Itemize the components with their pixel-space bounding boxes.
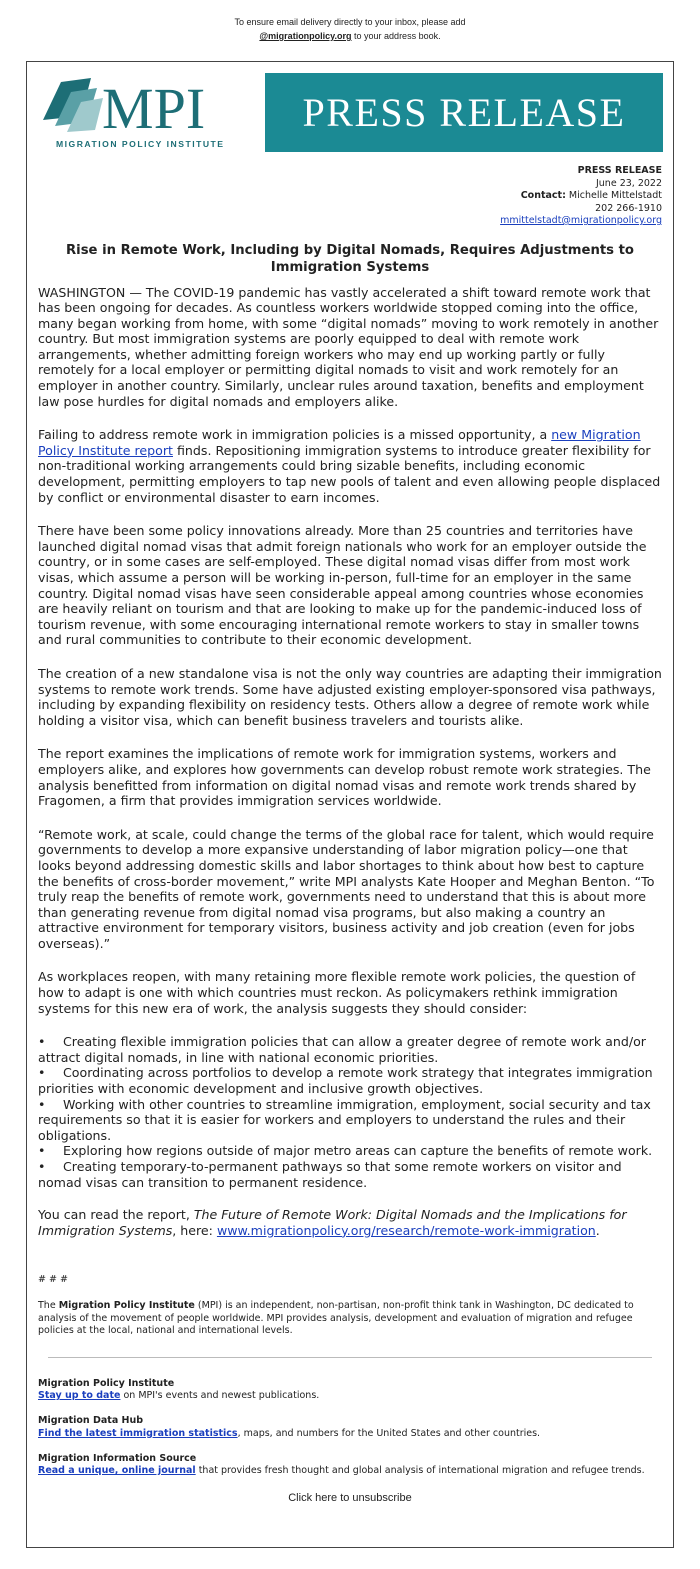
meta-date: June 23, 2022 <box>595 177 662 189</box>
footer-text: that provides fresh thought and global analysis of international migration and refugee trends. <box>195 1465 645 1476</box>
report-link[interactable]: new Migration Policy Institute report <box>38 427 641 458</box>
footer-heading: Migration Policy Institute <box>38 1377 175 1389</box>
list-item-text: Exploring how regions outside of major metro areas can capture the benefits of remote work. <box>63 1143 653 1159</box>
preheader-suffix: to your address book. <box>351 31 441 41</box>
footer-link-block <box>38 1378 662 1402</box>
p2-after: finds. Repositioning immigration systems to introduce greater flexibility for non-traditional working arrangements could bring sizable benefits, including economic development, permitting employers to tap new pools of talent and even allowing people displaced by conflict or environmental disaster to earn incomes. <box>38 442 661 505</box>
meta-phone: 202 266-1910 <box>595 202 662 214</box>
p8-mid: , here: <box>172 1222 217 1238</box>
logo-mark-icon <box>41 76 105 140</box>
footer-link-block <box>38 1415 662 1439</box>
headline: Rise in Remote Work, Including by Digital Nomads, Requires Adjustments to Immigration Systems <box>66 242 634 275</box>
list-item-text: Creating flexible immigration policies that can allow a greater degree of remote work and/or attract digital nomads, in line with national economic priorities. <box>38 1034 646 1065</box>
mpi-logo[interactable] <box>41 76 256 156</box>
paragraph-4: The creation of a new standalone visa is not the only way countries are adapting their immigration systems to remote work trends. Some have adjusted existing employer-sponsored visa pathways, including by expanding flexibility on residency tests. Others allow a degree of remote work while holding a visitor visa, which can benefit business travelers and tourists alike. <box>38 665 662 728</box>
header <box>27 62 673 157</box>
meta-label: PRESS RELEASE <box>577 165 662 176</box>
footer-text: on MPI's events and newest publications. <box>120 1390 320 1402</box>
email-frame <box>26 61 674 1548</box>
paragraph-3: There have been some policy innovations already. More than 25 countries and territories have launched digital nomad visas that admit foreign nationals who work for an employer outside the country, or in some cases are self-employed. These digital nomad visas differ from most work visas, which assume a person will be working in-person, full-time for an employer in the same country. Digital nomad visas have seen considerable appeal among countries whose economies are heavily reliant on tourism and that are looking to make up for the pandemic-induced loss of tourism revenue, with some encouraging international remote workers to stay in smaller towns and rural communities to contribute to their economic development. <box>38 523 647 648</box>
p2-before: Failing to address remote work in immigration policies is a missed opportunity, a <box>38 427 552 443</box>
list-item-text: Creating temporary-to-permanent pathways so that some remote workers on visitor and nomad visas can transition to permanent residence. <box>38 1159 622 1190</box>
bullet-icon: • <box>38 1034 46 1050</box>
list-item <box>38 1159 662 1190</box>
bullet-icon: • <box>38 1159 46 1174</box>
stay-up-to-date-link[interactable]: Stay up to date <box>38 1390 121 1402</box>
end-marks: # # # <box>38 1274 68 1286</box>
about-before: The <box>38 1300 59 1312</box>
divider <box>48 1357 652 1358</box>
list-item-text: Coordinating across portfolios to develop a remote work strategy that integrates immigration priorities with economic development and inclusive growth objectives. <box>38 1065 653 1097</box>
meta-contact <box>27 190 662 203</box>
report-title: The Future of Remote Work: Digital Nomads and the Implications for Immigration Systems <box>38 1207 627 1238</box>
list-item-text: Working with other countries to streamline immigration, employment, social security and tax requirements so that it is easier for workers and employers to understand the rules and their obligations. <box>38 1096 651 1143</box>
online-journal-link[interactable]: Read a unique, online journal <box>38 1465 196 1476</box>
recommendations-list <box>38 1034 662 1190</box>
contact-name: Michelle Mittelstadt <box>565 190 662 201</box>
footer-heading: Migration Data Hub <box>38 1415 144 1427</box>
about-name: Migration Policy Institute <box>58 1300 195 1312</box>
report-url-link[interactable]: www.migrationpolicy.org/research/remote-work-immigration <box>216 1222 596 1238</box>
contact-label: Contact: <box>520 190 566 201</box>
content <box>27 242 673 1505</box>
about-mpi <box>38 1300 662 1337</box>
unsubscribe-link[interactable]: Click here to unsubscribe <box>288 1492 412 1505</box>
press-release-banner: PRESS RELEASE <box>265 73 663 152</box>
list-item <box>38 1034 662 1065</box>
paragraph-6: “Remote work, at scale, could change the terms of the global race for talent, which would require governments to develop a more expansive understanding of labor migration policy—one that looks beyond addressing domestic skills and labor shortages to think about how best to capture the benefits of cross-border movement,” write MPI analysts Kate Hooper and Meghan Benton. “To truly reap the benefits of remote work, governments need to understand that this is about more than generating revenue from digital nomad visa programs, but also making a country an attractive environment for temporary visitors, business activity and job creation (even for jobs overseas).” <box>38 826 655 951</box>
bullet-icon: • <box>38 1096 46 1112</box>
paragraph-5: The report examines the implications of remote work for immigration systems, workers and employers alike, and explores how governments can develop robust remote work strategies. The analysis benefitted from information on digital nomad visas and remote work trends shared by Fragomen, a firm that provides immigration services worldwide. <box>38 746 651 809</box>
p8-end: . <box>595 1222 600 1238</box>
paragraph-1: WASHINGTON — The COVID-19 pandemic has vastly accelerated a shift toward remote work that has been ongoing for decades. As countless workers worldwide stopped coming into the office, many began working from home, with some “digital nomads” moving to work remotely in another country. But most immigration systems are poorly equipped to deal with remote work arrangements, whether admitting foreign workers who may end up working partly or fully remotely for a local employer or permitting digital nomads to visit and work remotely for an employer in another country. Similarly, unclear rules around taxation, benefits and employment law pose hurdles for digital nomads and employers alike. <box>38 284 659 409</box>
about-after: (MPI) is an independent, non-partisan, non-profit think tank in Washington, DC dedicated to analysis of the movement of people worldwide. MPI provides analysis, development and evaluation of migration and refugee policies at the local, national and international levels. <box>38 1300 634 1336</box>
footer-link-block <box>38 1453 662 1477</box>
preheader <box>0 0 700 45</box>
paragraph-7: As workplaces reopen, with many retaining more flexible remote work policies, the question of how to adapt is one with which countries must reckon. As policymakers rethink immigration systems for this new era of work, the analysis suggests they should consider: <box>38 969 636 1016</box>
list-item <box>38 1097 662 1144</box>
paragraph-8 <box>38 1207 662 1238</box>
preheader-line1: To ensure email delivery directly to your inbox, please add <box>234 17 466 27</box>
footer-links <box>38 1378 662 1477</box>
footer-heading: Migration Information Source <box>38 1452 197 1464</box>
bullet-icon: • <box>38 1065 46 1081</box>
logo-letters: MPI <box>102 76 206 141</box>
release-meta <box>27 157 673 228</box>
list-item <box>38 1065 662 1096</box>
immigration-statistics-link[interactable]: Find the latest immigration statistics <box>38 1427 238 1439</box>
list-item <box>38 1143 662 1159</box>
footer-text: , maps, and numbers for the United States and other countries. <box>237 1427 541 1439</box>
contact-email-link[interactable]: mmittelstadt@migrationpolicy.org <box>500 215 662 226</box>
bullet-icon: • <box>38 1143 46 1159</box>
p8-before: You can read the report, <box>38 1207 194 1223</box>
preheader-line2 <box>0 29 700 43</box>
paragraph-2 <box>38 427 662 505</box>
preheader-email[interactable]: @migrationpolicy.org <box>259 31 352 41</box>
logo-subtitle: MIGRATION POLICY INSTITUTE <box>56 139 225 149</box>
